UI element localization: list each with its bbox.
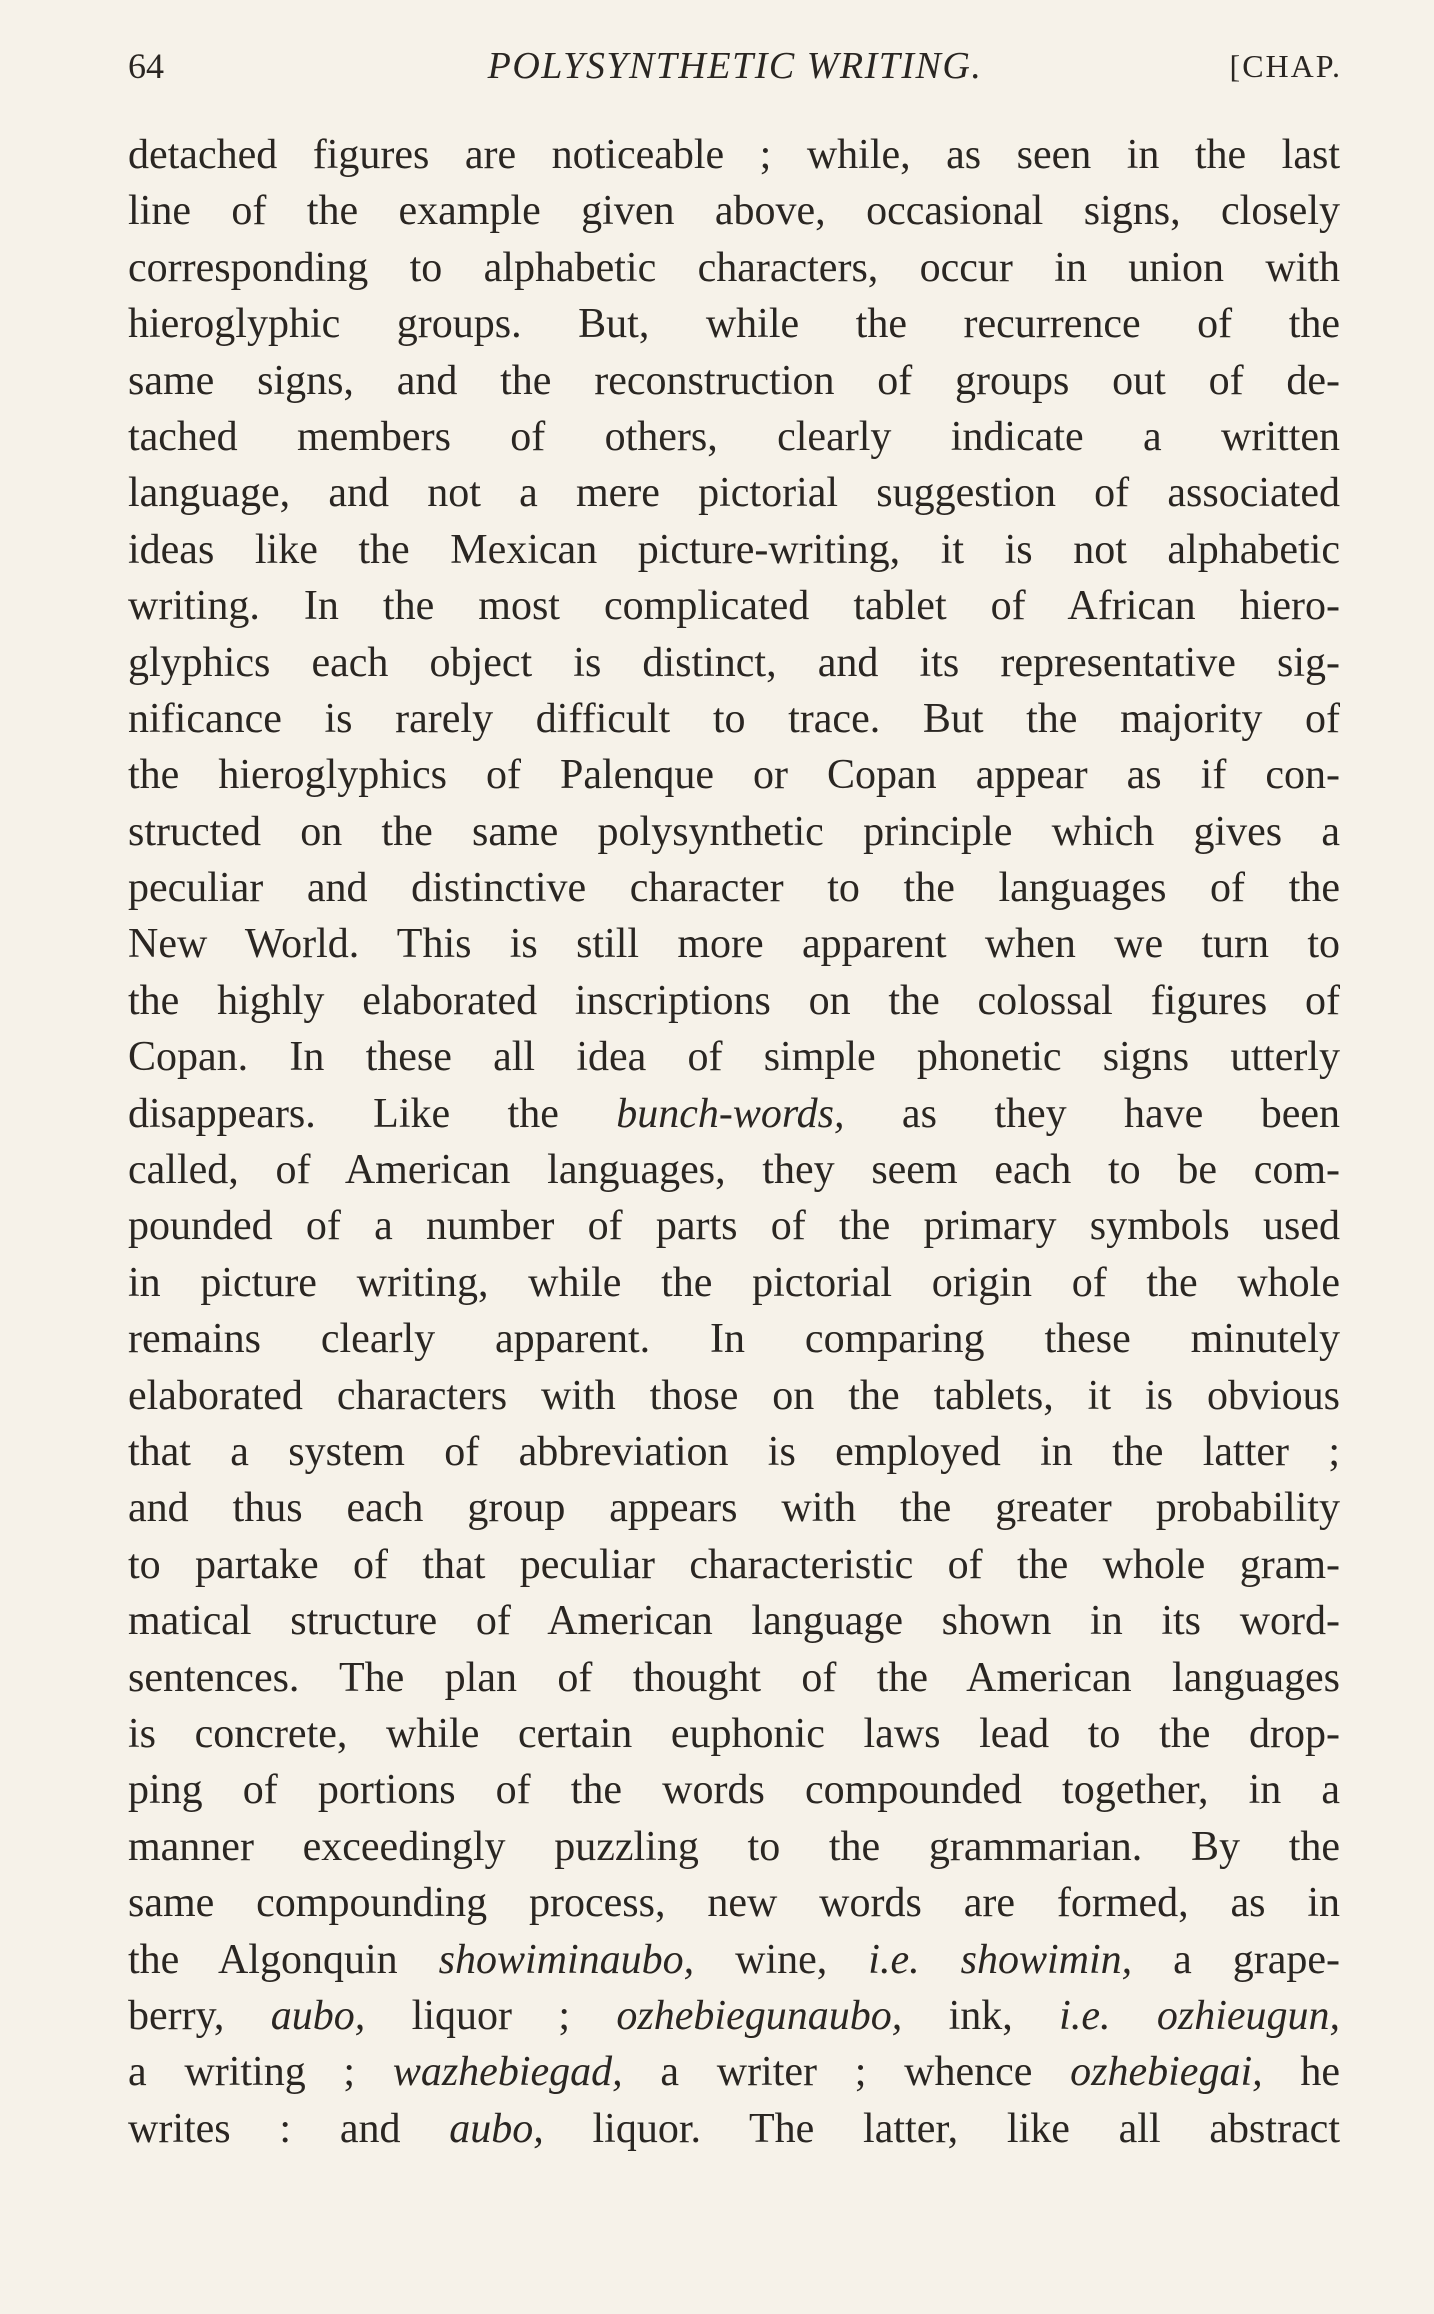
text-segment: berry,: [128, 1992, 271, 2039]
text-line: [128, 1029, 1340, 1085]
body-text: [128, 127, 1340, 2157]
text-line: [128, 973, 1340, 1029]
page-header: [128, 44, 1342, 104]
text-segment: ping of portions of the words compounded together, in a: [128, 1767, 1340, 1814]
text-segment: [920, 1937, 961, 1983]
italic-term: showiminaubo,: [438, 1936, 695, 1983]
text-segment: the highly elaborated inscriptions on the colossal figures of: [128, 977, 1340, 1024]
text-line: [128, 1311, 1340, 1367]
text-line: [128, 522, 1340, 578]
text-line: [128, 240, 1340, 296]
text-segment: hieroglyphic groups. But, while the recurrence of the: [128, 301, 1340, 348]
text-line: [128, 691, 1340, 747]
text-segment: corresponding to alphabetic characters, occur in union with: [128, 244, 1340, 291]
text-segment: the Algonquin: [128, 1936, 439, 1983]
text-segment: detached figures are noticeable ; while, as seen in the last: [128, 132, 1340, 178]
text-segment: liquor. The latter, like all abstract: [543, 2105, 1340, 2152]
text-line: [128, 353, 1340, 409]
text-line: [128, 1819, 1340, 1875]
chapter-marker: [CHAP.: [1229, 48, 1342, 84]
text-segment: writing. In the most complicated tablet of African hiero-: [128, 583, 1340, 630]
text-segment: manner exceedingly puzzling to the grammarian. By the: [128, 1823, 1340, 1870]
italic-term: i.e.: [1059, 1992, 1111, 2039]
text-segment: matical structure of American language shown in its word-: [128, 1598, 1340, 1645]
text-line: [128, 1368, 1340, 1424]
text-line: [128, 409, 1340, 465]
text-line: [128, 916, 1340, 972]
text-segment: ink,: [902, 1992, 1060, 2039]
italic-term: ozhieugun,: [1156, 1992, 1340, 2039]
italic-term: aubo,: [270, 1992, 366, 2039]
text-line: [128, 804, 1340, 860]
text-line: [128, 1875, 1340, 1931]
text-line: [128, 1593, 1340, 1649]
text-segment: sentences. The plan of thought of the American languages: [128, 1654, 1340, 1701]
text-segment: the hieroglyphics of Palenque or Copan appear as if con-: [128, 752, 1340, 799]
text-segment: writes : and: [128, 2105, 450, 2152]
italic-term: aubo,: [449, 2105, 544, 2152]
italic-term: ozhebiegunaubo,: [616, 1992, 903, 2039]
text-segment: wine,: [694, 1936, 869, 1983]
text-segment: ideas like the Mexican picture-writing, it is not alphabetic: [128, 526, 1340, 573]
italic-term: i.e.: [868, 1936, 920, 1983]
text-line: [128, 465, 1340, 521]
text-segment: structed on the same polysynthetic principle which gives a: [128, 808, 1340, 855]
text-segment: peculiar and distinctive character to the languages of the: [128, 865, 1340, 912]
text-line: [128, 635, 1340, 691]
text-segment: glyphics each object is distinct, and its representative sig-: [128, 639, 1340, 686]
text-segment: in picture writing, while the pictorial origin of the whole: [128, 1259, 1340, 1306]
text-line: [128, 296, 1340, 352]
text-segment: a grape-: [1132, 1936, 1340, 1983]
text-line: [128, 1988, 1340, 2044]
text-line: [128, 747, 1340, 803]
text-line: [128, 1762, 1340, 1818]
text-line: [128, 1537, 1340, 1593]
text-segment: and thus each group appears with the greater probability: [128, 1485, 1340, 1532]
text-segment: to partake of that peculiar characteristic of the whole gram-: [128, 1541, 1340, 1588]
text-line: [128, 860, 1340, 916]
text-line: [128, 1086, 1340, 1142]
text-line: [128, 2044, 1340, 2100]
text-line: [128, 1932, 1340, 1988]
text-segment: disappears. Like the: [128, 1090, 617, 1137]
text-line: [128, 1198, 1340, 1254]
text-segment: Copan. In these all idea of simple phonetic signs utterly: [128, 1034, 1340, 1081]
page-number: 64: [128, 46, 164, 86]
text-segment: language, and not a mere pictorial suggestion of associated: [128, 470, 1340, 517]
text-line: [128, 578, 1340, 634]
text-segment: same compounding process, new words are formed, as in: [128, 1880, 1340, 1927]
text-segment: elaborated characters with those on the tablets, it is obvious: [128, 1372, 1340, 1419]
text-segment: that a system of abbreviation is employed in the latter ;: [128, 1428, 1340, 1475]
text-line: [128, 1255, 1340, 1311]
text-line: [128, 1480, 1340, 1536]
text-line: [128, 1424, 1340, 1480]
text-segment: tached members of others, clearly indicate a written: [128, 413, 1340, 460]
italic-term: bunch-words,: [616, 1090, 845, 1137]
text-segment: nificance is rarely difficult to trace. But the majority of: [128, 695, 1340, 742]
text-segment: as they have been: [844, 1090, 1340, 1137]
text-segment: a writing ;: [128, 2049, 393, 2096]
italic-term: wazhebiegad,: [392, 2049, 623, 2096]
text-line: [128, 1706, 1340, 1762]
text-segment: New World. This is still more apparent when we turn to: [128, 921, 1340, 968]
text-line: [128, 127, 1340, 183]
italic-term: ozhebiegai,: [1070, 2049, 1263, 2096]
text-line: [128, 183, 1340, 239]
running-title: POLYSYNTHETIC WRITING.: [487, 45, 983, 87]
text-segment: called, of American languages, they seem each to be com-: [128, 1147, 1340, 1194]
text-segment: liquor ;: [365, 1992, 617, 2039]
text-segment: remains clearly apparent. In comparing these minutely: [128, 1316, 1340, 1363]
text-segment: is concrete, while certain euphonic laws lead to the drop-: [128, 1710, 1340, 1757]
text-line: [128, 1650, 1340, 1706]
text-segment: a writer ; whence: [622, 2049, 1071, 2096]
text-segment: line of the example given above, occasional signs, closely: [128, 188, 1340, 235]
text-segment: [1110, 1993, 1156, 2039]
text-line: [128, 1142, 1340, 1198]
text-segment: he: [1262, 2049, 1340, 2096]
italic-term: showimin,: [960, 1936, 1133, 1983]
text-segment: pounded of a number of parts of the primary symbols used: [128, 1203, 1340, 1250]
text-line: [128, 2101, 1340, 2157]
text-segment: same signs, and the reconstruction of groups out of de-: [128, 357, 1340, 404]
